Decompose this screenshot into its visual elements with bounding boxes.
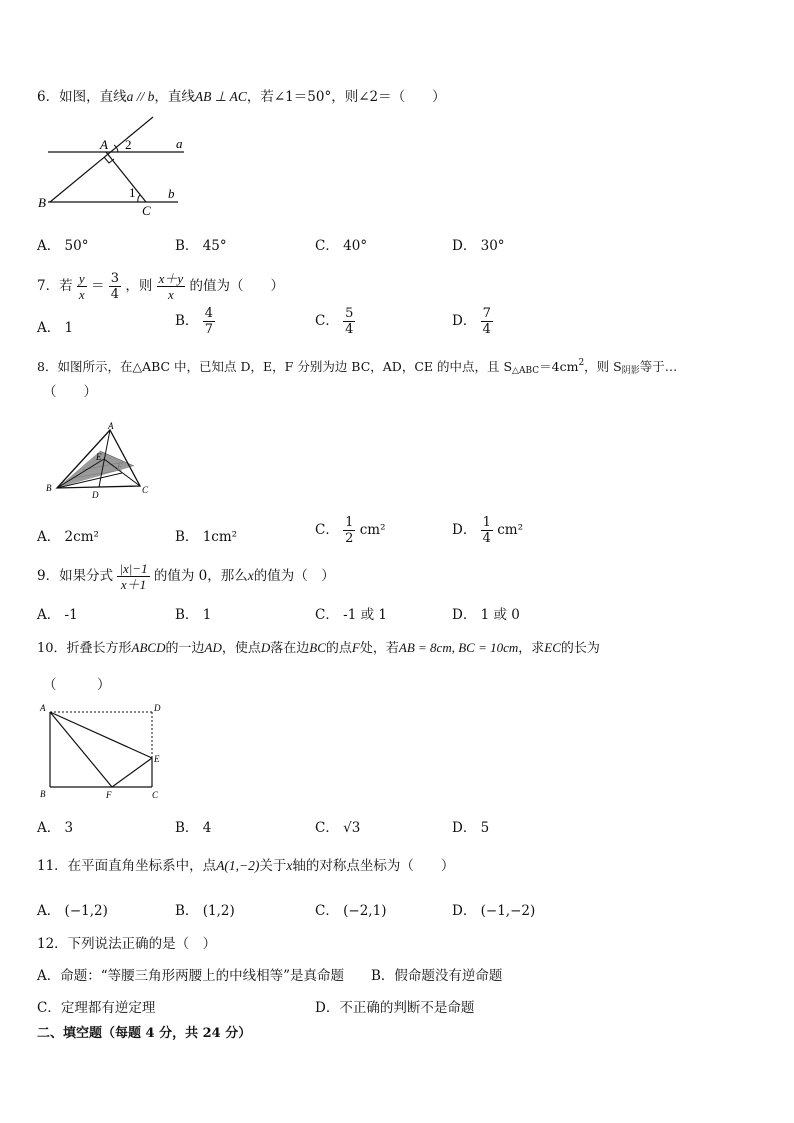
q8-option-c: C． $\frac{1}{2}$ cm² — [315, 515, 386, 546]
label-a: a — [176, 136, 183, 151]
q9-option-c: C． -1 或 1 — [315, 607, 387, 623]
label-F: F — [106, 790, 112, 800]
q8-figure — [42, 420, 157, 505]
q6-figure — [36, 115, 196, 220]
q6-option-d: D． 30° — [452, 238, 505, 254]
q9-option-b: B． 1 — [175, 607, 212, 623]
right-angle-mark — [104, 157, 114, 163]
q8-stem: 8．如图所示，在△ABC 中，已知点 D，E，F 分别为边 BC，AD，CE 的中点，且 $S_{\triangle ABC}=4cm^2$，则 $S_{阴影}$等于… — [37, 358, 678, 376]
label-B: B — [40, 789, 46, 799]
label-1: 1 — [129, 185, 136, 200]
q6-option-b: B． 45° — [175, 238, 227, 254]
q11-option-c: C． (−2,1) — [315, 903, 387, 919]
q7-option-c: C． $\frac{5}{4}$ — [315, 306, 354, 337]
label-A: A — [40, 703, 46, 713]
label-E: E — [96, 452, 102, 462]
q12-option-b: B．假命题没有逆命题 — [371, 968, 503, 984]
q6-option-a: A． 50° — [37, 238, 89, 254]
q9-option-a: A． -1 — [37, 607, 78, 623]
q12-option-d: D．不正确的判断不是命题 — [315, 1000, 475, 1016]
q7-stem: 7．若 $\frac{y}{x}$ ＝ $\frac{3}{4}$ ，则 $\frac{x+y}{x}$ 的值为（ ） — [37, 271, 284, 302]
q6-option-c: C． 40° — [315, 238, 368, 254]
q10-option-a: A． 3 — [37, 820, 74, 836]
label-E: E — [154, 754, 160, 764]
line-af — [50, 712, 112, 787]
q10-option-b: B． 4 — [175, 820, 212, 836]
q10-option-d: D． 5 — [452, 820, 490, 836]
label-C: C — [142, 203, 151, 218]
label-A: A — [108, 421, 114, 431]
q10-figure — [36, 700, 171, 802]
q12-option-a: A．命题：“等腰三角形两腰上的中线相等”是真命题 — [37, 968, 345, 984]
label-D: D — [154, 703, 161, 713]
q6-stem: 6．如图，直线a // b，直线AB ⊥ AC，若∠1＝50°，则∠2＝（ ） — [37, 89, 446, 105]
q7-option-a: A． 1 — [37, 320, 74, 336]
q11-stem: 11．在平面直角坐标系中，点A(1,−2)关于x轴的对称点坐标为（ ） — [37, 858, 455, 874]
q9-stem: 9．如果分式 $\frac{|x|-1}{x+1}$ 的值为 0，那么x的值为（ ） — [37, 561, 335, 592]
line-ab — [50, 117, 153, 202]
q12-stem: 12．下列说法正确的是（ ） — [37, 936, 217, 952]
q11-option-b: B． (1,2) — [175, 903, 235, 919]
label-B: B — [46, 483, 52, 493]
fold-ae — [50, 712, 152, 758]
q8-option-d: D． $\frac{1}{4}$ cm² — [452, 515, 523, 546]
q12-option-c: C．定理都有逆定理 — [37, 1000, 156, 1016]
label-2: 2 — [125, 137, 132, 152]
line-ac — [106, 152, 146, 202]
label-A: A — [100, 137, 108, 152]
q8-option-a: A． 2cm² — [37, 529, 99, 545]
q9-option-d: D． 1 或 0 — [452, 607, 520, 623]
angle-1-arc — [138, 195, 140, 202]
q10-option-c: C． √3 — [315, 820, 361, 836]
q8-option-b: B． 1cm² — [175, 529, 238, 545]
q11-option-d: D． (−1,−2) — [452, 903, 536, 919]
q10-paren: （ ） — [43, 677, 111, 693]
q8-paren: （ ） — [43, 384, 97, 400]
q7-option-d: D． $\frac{7}{4}$ — [452, 306, 491, 337]
label-C: C — [152, 790, 159, 800]
line-fe — [112, 758, 152, 787]
label-C: C — [142, 485, 149, 495]
label-F: F — [117, 462, 123, 472]
q10-stem: 10．折叠长方形ABCD的一边AD，使点D落在边BC的点F处，若AB = 8cm, BC = 10cm，求EC的长为 — [37, 640, 600, 656]
label-B: B — [38, 195, 46, 210]
q7-option-b: B． $\frac{4}{7}$ — [175, 306, 213, 337]
label-D: D — [92, 490, 99, 500]
q11-option-a: A． (−1,2) — [37, 903, 108, 919]
section-2-heading: 二、填空题（每题 4 分，共 24 分） — [37, 1026, 252, 1041]
label-b: b — [168, 186, 175, 201]
